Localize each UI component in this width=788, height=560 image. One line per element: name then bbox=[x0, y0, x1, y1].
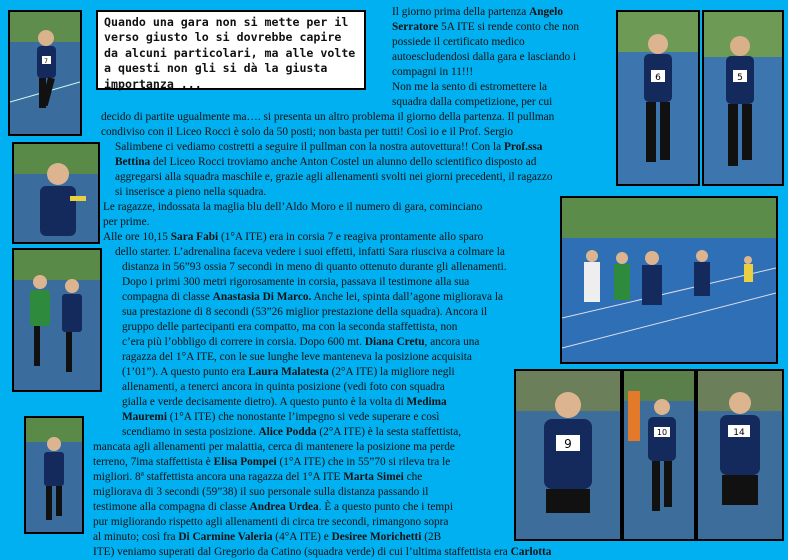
bib-10: 10 bbox=[656, 428, 668, 437]
photo-relay-group-track bbox=[560, 196, 778, 364]
photo-runner-with-baton bbox=[12, 142, 100, 244]
article-line: c’era più l’obbligo di correre in corsia. Dopo 600 mt. Diana Cretu, ancora una bbox=[122, 336, 480, 348]
article-line: aggregarsi alla squadra maschile e, grazie agli allenamenti svolti nei giorni precedenti, il ragazzo bbox=[115, 171, 553, 183]
article-line: gruppo delle partecipanti era compatto, ma con la seconda staffettista, non bbox=[122, 321, 458, 333]
photo-runner-bib-7 bbox=[8, 10, 82, 136]
article-line: compagna di classe Anastasia Di Marco. Anche lei, spinta dall’agone migliorava la bbox=[122, 291, 503, 303]
article-line: Bettina del Liceo Rocci troviamo anche Anton Costel un alunno dello scientifico disposto ad bbox=[115, 156, 537, 168]
bib-6: 6 bbox=[655, 73, 661, 83]
article-line: Le ragazze, indossata la maglia blu dell’Aldo Moro e il numero di gara, cominciano bbox=[103, 201, 483, 213]
bib-7: 7 bbox=[44, 58, 48, 65]
photo-runner-bib-5 bbox=[702, 10, 784, 186]
article-line: compagni in 11!!! bbox=[392, 66, 474, 78]
article-line: squadra dalla competizione, per cui bbox=[392, 96, 553, 108]
article-line: Non me la sento di estromettere la bbox=[392, 81, 547, 93]
photo-runners-bib-10 bbox=[622, 369, 696, 541]
photo-runners-green-and-blue bbox=[12, 248, 102, 392]
article-line: ITE) veniamo superati dal Gregorio da Catino (squadra verde) di cui l’ultima staffettista era Carlotta bbox=[93, 546, 552, 558]
photo-runner-bottom-left bbox=[24, 416, 84, 534]
article-line: scendiamo in sesta posizione. Alice Podda (2°A ITE) è la sesta staffettista, bbox=[122, 426, 462, 438]
article-line: Salimbene ci vediamo costretti a seguire il pullman con la nostra autovettura!! Con la Prof.ssa bbox=[115, 141, 543, 153]
article-line: dello starter. L’adrenalina faceva vedere i suoi effetti, infatti Sara riusciva a colmare la bbox=[115, 246, 505, 258]
article-line: mancata agli allenamenti per malattia, cerca di mantenere la posizione ma perde bbox=[93, 441, 455, 453]
article-line: Alle ore 10,15 Sara Fabi (1°A ITE) era in corsia 7 e reagiva prontamente allo sparo bbox=[103, 231, 484, 243]
article-line: gialla e verde decisamente dietro). A questo punto è la volta di Medima bbox=[122, 396, 447, 408]
article-line: pur migliorando rispetto agli allenamenti di circa tre secondi, rimangono sopra bbox=[93, 516, 449, 528]
article-line: decido di partite ugualmente ma…. si presenta un altro problema il giorno della partenza. Il pullman bbox=[101, 111, 555, 123]
article-line: al minuto; così fra Di Carmine Valeria (4°A ITE) e Desiree Morichetti (2B bbox=[93, 531, 442, 543]
article-line: Dopo i primi 300 metri rigorosamente in corsia, passava il testimone alla sua bbox=[122, 276, 470, 288]
article-line: Serratore 5A ITE si rende conto che non bbox=[392, 21, 580, 33]
article-line: sua prestazione di 8 secondi (53”26 miglior prestazione della squadra). Ancora il bbox=[122, 306, 488, 318]
bib-14: 14 bbox=[733, 428, 745, 438]
article-line: allenamenti, a tenerci ancora in quinta posizione (vedi foto con squadra bbox=[122, 381, 445, 393]
article-line: Mauremi (1°A ITE) che nonostante l’impegno si vede superare e così bbox=[122, 411, 440, 423]
article-line: si inserisce a pieno nella squadra. bbox=[115, 186, 267, 198]
article-line: autoescludendosi dalla gara e lasciando i bbox=[392, 51, 577, 63]
bib-5: 5 bbox=[737, 73, 743, 83]
article-line: distanza in 56”93 ossia 7 secondi in meno di quanto ottenuto durante gli allenamenti. bbox=[122, 261, 507, 273]
bib-9: 9 bbox=[564, 437, 572, 451]
photo-runner-bib-9 bbox=[514, 369, 622, 541]
article-line: per prime. bbox=[103, 216, 150, 228]
article-line: possiede il certificato medico bbox=[392, 36, 525, 48]
article-line: Il giorno prima della partenza Angelo bbox=[392, 6, 563, 18]
quote-box: Quando una gara non si mette per il verso giusto lo si dovrebbe capire da alcuni particolari, ma alle volte a questi non gli si dà la giusta importanza ... bbox=[96, 10, 366, 90]
article-line: condiviso con il Liceo Rocci è solo da 50 posti; non basta per tutti! Così io e il Prof. Sergio bbox=[101, 126, 514, 138]
article-line: (1’01”). A questo punto era Laura Malatesta (2°A ITE) la migliore negli bbox=[122, 366, 455, 378]
article-line: migliori. 8ª staffettista ancora una ragazza del 1°A ITE Marta Simei che bbox=[93, 471, 423, 483]
photo-runner-bib-14 bbox=[696, 369, 784, 541]
photo-runner-bib-6 bbox=[616, 10, 700, 186]
article-line: terreno, 7ima staffettista è Elisa Pompei (1°A ITE) che in 55”70 si rileva tra le bbox=[93, 456, 451, 468]
article-line: testimone alla compagna di classe Andrea Urdea. È a questo punto che i tempi bbox=[93, 501, 453, 513]
article-line: migliorava di 3 secondi (59”38) il suo personale sulla distanza passando il bbox=[93, 486, 429, 498]
article-line: ragazza del 1°A ITE, con le sue lunghe leve manteneva la posizione acquisita bbox=[122, 351, 472, 363]
